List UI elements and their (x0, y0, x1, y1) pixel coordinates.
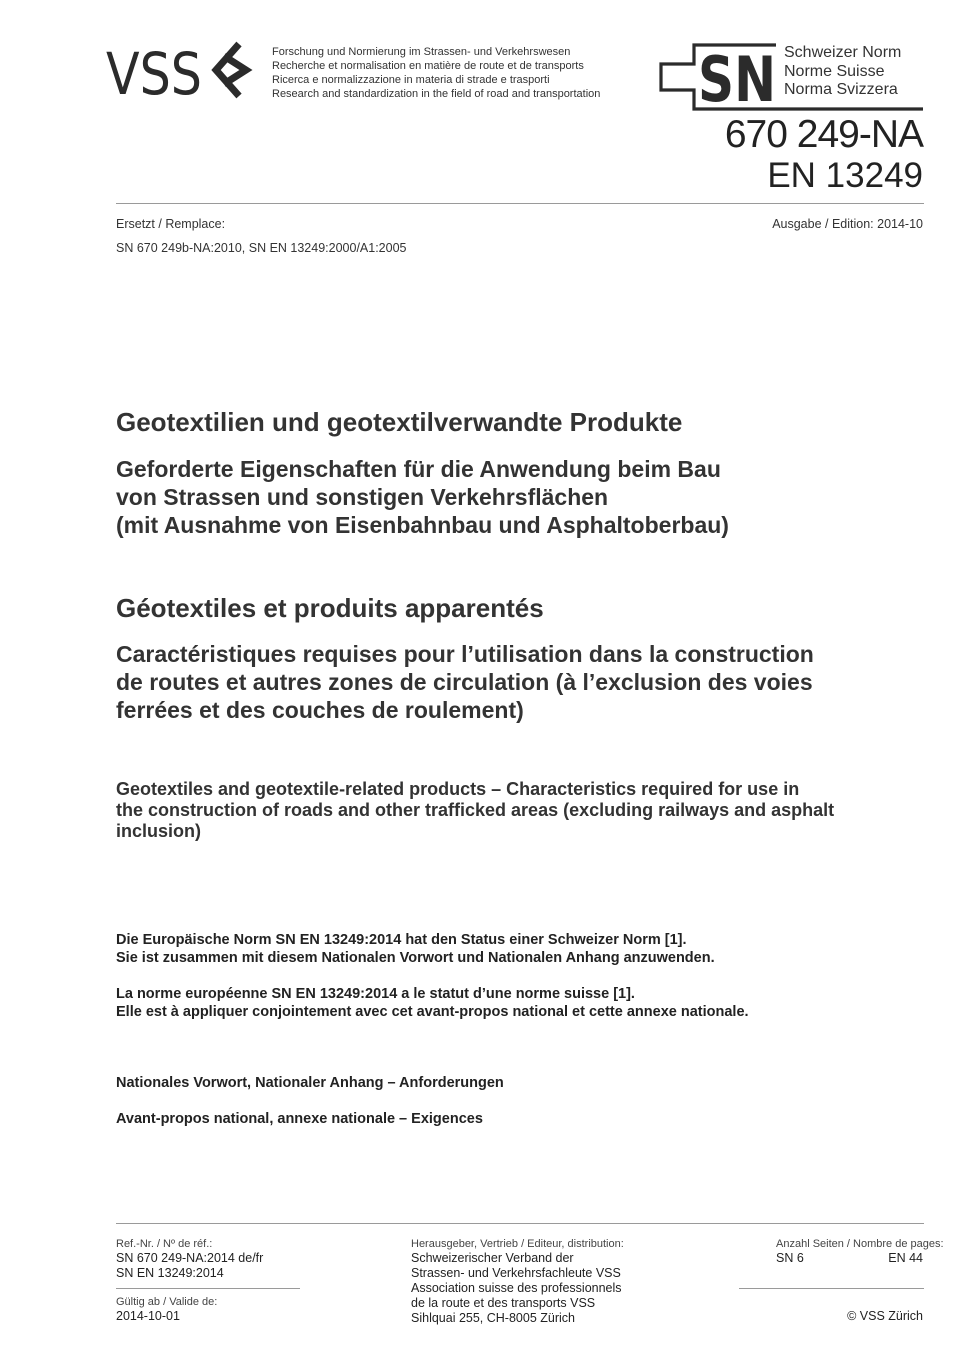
title-en (116, 779, 834, 842)
vss-tagline-en: Research and standardization in the field of road and transportation (272, 88, 601, 100)
publisher-line: Sihlquai 255, CH-8005 Zürich (411, 1311, 575, 1325)
title-fr: Géotextiles et produits apparentés (116, 593, 544, 623)
publisher-line: de la route et des transports VSS (411, 1296, 596, 1310)
pages-label: Anzahl Seiten / Nombre de pages: (776, 1238, 944, 1250)
vss-tagline (272, 45, 600, 101)
edition: Ausgabe / Edition: 2014-10 (772, 217, 923, 231)
footer-right-divider (739, 1288, 924, 1289)
header-divider (116, 203, 924, 204)
sn-names (784, 44, 901, 100)
publisher-line: Schweizerischer Verband der (411, 1251, 574, 1265)
footer-left-divider (116, 1288, 300, 1289)
vss-tagline-fr: Recherche et normalisation en matière de route et de transports (272, 60, 584, 72)
subtitle-fr-line: Caractéristiques requises pour l’utilisation dans la construction (116, 641, 814, 667)
subtitle-de-line: von Strassen und sonstigen Verkehrsflächen (116, 484, 609, 510)
title-en-line: inclusion) (116, 821, 201, 841)
publisher-label: Herausgeber, Vertrieb / Editeur, distribution: (411, 1238, 624, 1250)
pages-en: EN 44 (888, 1251, 923, 1265)
vss-logo (106, 40, 266, 102)
notice-fr-line: Elle est à appliquer conjointement avec cet avant-propos national et cette annexe nationale. (116, 1004, 749, 1020)
subtitle-fr-line: ferrées et des couches de roulement) (116, 697, 524, 723)
ref-values (116, 1251, 263, 1281)
sn-name-de: Schweizer Norm (784, 44, 902, 61)
replaces-value: SN 670 249b-NA:2010, SN EN 13249:2000/A1:2005 (116, 241, 407, 255)
title-de: Geotextilien und geotextilverwandte Produkte (116, 407, 683, 437)
copyright: © VSS Zürich (847, 1309, 923, 1323)
title-en-line: Geotextiles and geotextile-related products – Characteristics required for use in (116, 779, 800, 799)
footer-divider (116, 1223, 924, 1224)
contents-fr: Avant-propos national, annexe nationale – Exigences (116, 1111, 483, 1127)
publisher-line: Association suisse des professionnels (411, 1281, 622, 1295)
en-number: EN 13249 (767, 156, 923, 195)
valid-value: 2014-10-01 (116, 1309, 180, 1323)
publisher-address (411, 1251, 622, 1326)
sn-name-fr: Norme Suisse (784, 62, 885, 80)
notice-fr-line: La norme européenne SN EN 13249:2014 a le statut d’une norme suisse [1]. (116, 986, 635, 1002)
ref-label: Ref.-Nr. / Nº de réf.: (116, 1238, 213, 1250)
standard-number: 670 249-NA (724, 113, 923, 156)
sn-name-it: Norma Svizzera (784, 81, 898, 98)
subtitle-fr (116, 640, 814, 724)
sn-logo-text: SN (698, 43, 776, 113)
publisher-line: Strassen- und Verkehrsfachleute VSS (411, 1266, 621, 1280)
contents-de: Nationales Vorwort, Nationaler Anhang – Anforderungen (116, 1075, 504, 1091)
vss-logo-text: VSS (106, 40, 202, 102)
ref-value: SN 670 249-NA:2014 de/fr (116, 1251, 264, 1265)
subtitle-fr-line: de routes et autres zones de circulation (à l’exclusion des voies (116, 669, 813, 695)
title-en-line: the construction of roads and other trafficked areas (excluding railways and asphalt (116, 800, 835, 820)
notice-de-line: Die Europäische Norm SN EN 13249:2014 hat den Status einer Schweizer Norm [1]. (116, 932, 687, 948)
notice-de (116, 931, 715, 967)
vss-tagline-de: Forschung und Normierung im Strassen- und Verkehrswesen (272, 46, 571, 58)
ref-value: SN EN 13249:2014 (116, 1266, 224, 1280)
valid-label: Gültig ab / Valide de: (116, 1296, 218, 1308)
pages-sn: SN 6 (776, 1251, 804, 1265)
vss-tagline-it: Ricerca e normalizzazione in materia di strade e trasporti (272, 74, 550, 86)
subtitle-de (116, 455, 729, 539)
notice-de-line: Sie ist zusammen mit diesem Nationalen Vorwort und Nationalen Anhang anzuwenden. (116, 950, 715, 966)
notice-fr (116, 985, 749, 1021)
subtitle-de-line: Geforderte Eigenschaften für die Anwendung beim Bau (116, 456, 721, 482)
subtitle-de-line: (mit Ausnahme von Eisenbahnbau und Asphaltoberbau) (116, 512, 729, 538)
replaces-label: Ersetzt / Remplace: (116, 217, 226, 231)
